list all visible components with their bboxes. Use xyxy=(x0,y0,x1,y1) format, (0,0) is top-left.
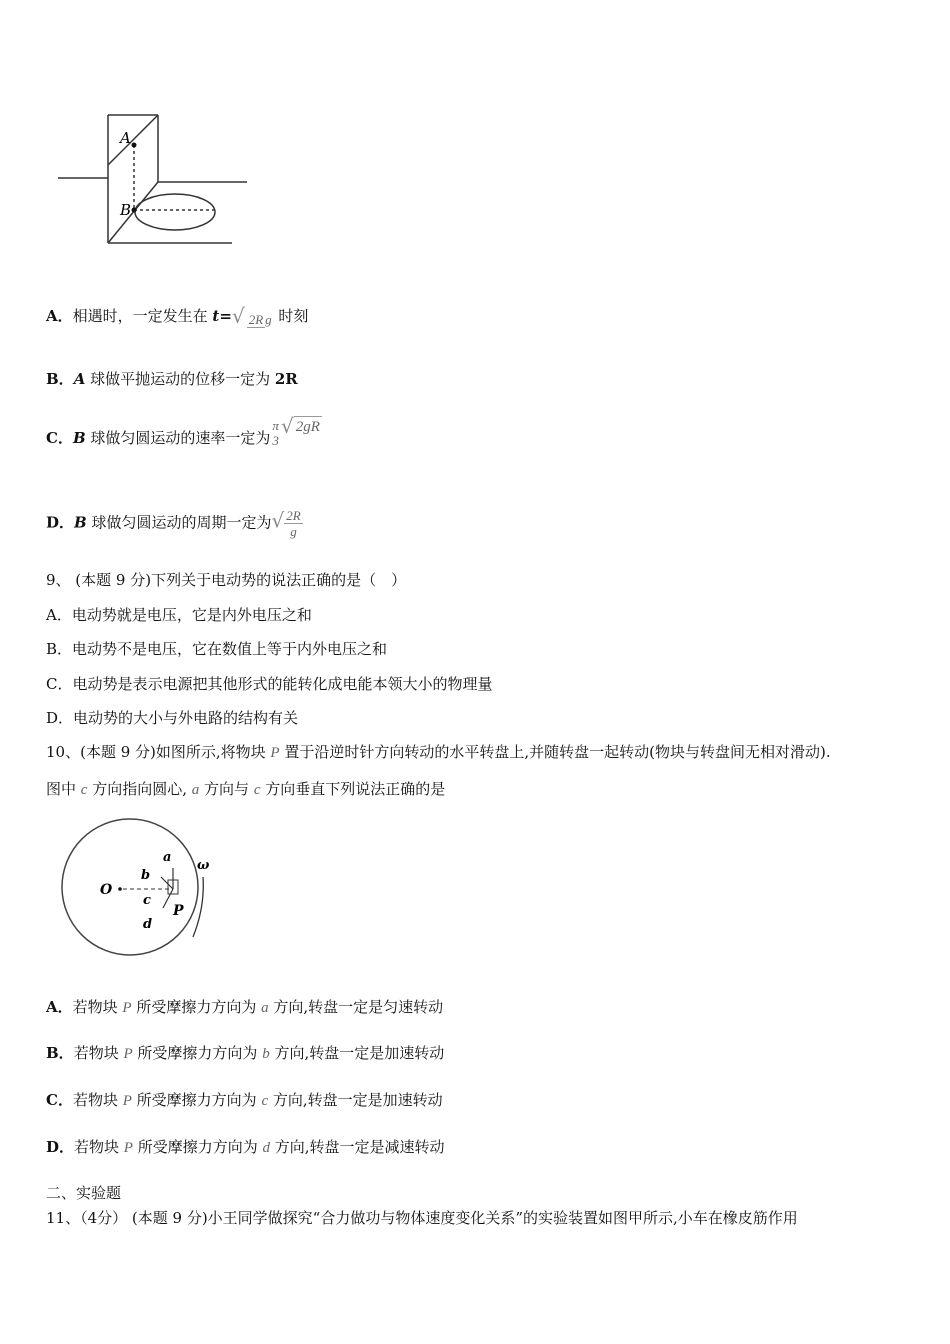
sqrt-formula: √ 2R g xyxy=(231,304,272,328)
option-10D: D．若物块 P 所受摩擦力方向为 d 方向,转盘一定是减速转动 xyxy=(46,1138,445,1156)
point-B-label: B xyxy=(120,201,132,219)
option-8C: C．B 球做匀圆运动的速率一定为 π 3 √ 2gR xyxy=(46,414,320,448)
svg-text:P: P xyxy=(173,903,184,919)
svg-text:b: b xyxy=(141,868,151,883)
question-10-stem-line2: 图中 c 方向指向圆心, a 方向与 c 方向垂直下列说法正确的是 xyxy=(46,780,446,798)
option-9A: A．电动势就是电压，它是内外电压之和 xyxy=(46,606,312,624)
option-9D: D．电动势的大小与外电路的结构有关 xyxy=(46,709,299,727)
option-9B: B．电动势不是电压，它在数值上等于内外电压之和 xyxy=(46,640,388,658)
figure-vertical-plane xyxy=(50,105,260,250)
option-10C: C．若物块 P 所受摩擦力方向为 c 方向,转盘一定是加速转动 xyxy=(46,1091,443,1109)
option-10B: B．若物块 P 所受摩擦力方向为 b 方向,转盘一定是加速转动 xyxy=(46,1044,445,1062)
svg-text:c: c xyxy=(143,893,151,908)
option-9C: C．电动势是表示电源把其他形式的能转化成电能本领大小的物理量 xyxy=(46,675,493,693)
question-9-stem: 9、 (本题 9 分)下列关于电动势的说法正确的是（ ） xyxy=(46,571,407,589)
svg-text:d: d xyxy=(143,917,153,932)
section-heading: 二、实验题 xyxy=(46,1184,122,1202)
question-10-stem-line1: 10、(本题 9 分)如图所示,将物块 P 置于沿逆时针方向转动的水平转盘上,并随转盘一起转动(物块与转盘间无相对滑动). xyxy=(46,743,831,761)
svg-text:ω: ω xyxy=(197,858,210,873)
option-8B: B．A 球做平抛运动的位移一定为 2R xyxy=(46,370,298,388)
option-10A: A．若物块 P 所受摩擦力方向为 a 方向,转盘一定是匀速转动 xyxy=(46,998,444,1016)
svg-text:a: a xyxy=(163,850,172,865)
point-A-label: A xyxy=(120,129,131,147)
question-11-stem: 11、（4分） (本题 9 分)小王同学做探究“合力做功与物体速度变化关系”的实验装置如图甲所示,小车在橡皮筋作用 xyxy=(46,1209,798,1227)
figure-turntable xyxy=(45,812,225,962)
option-8A: A．相遇时，一定发生在 t=√ 2R g 时刻 xyxy=(46,304,309,328)
option-8D: D．B 球做匀圆运动的周期一定为√ $\frac{2R}{g}$ xyxy=(46,508,301,539)
svg-text:O: O xyxy=(100,882,113,898)
